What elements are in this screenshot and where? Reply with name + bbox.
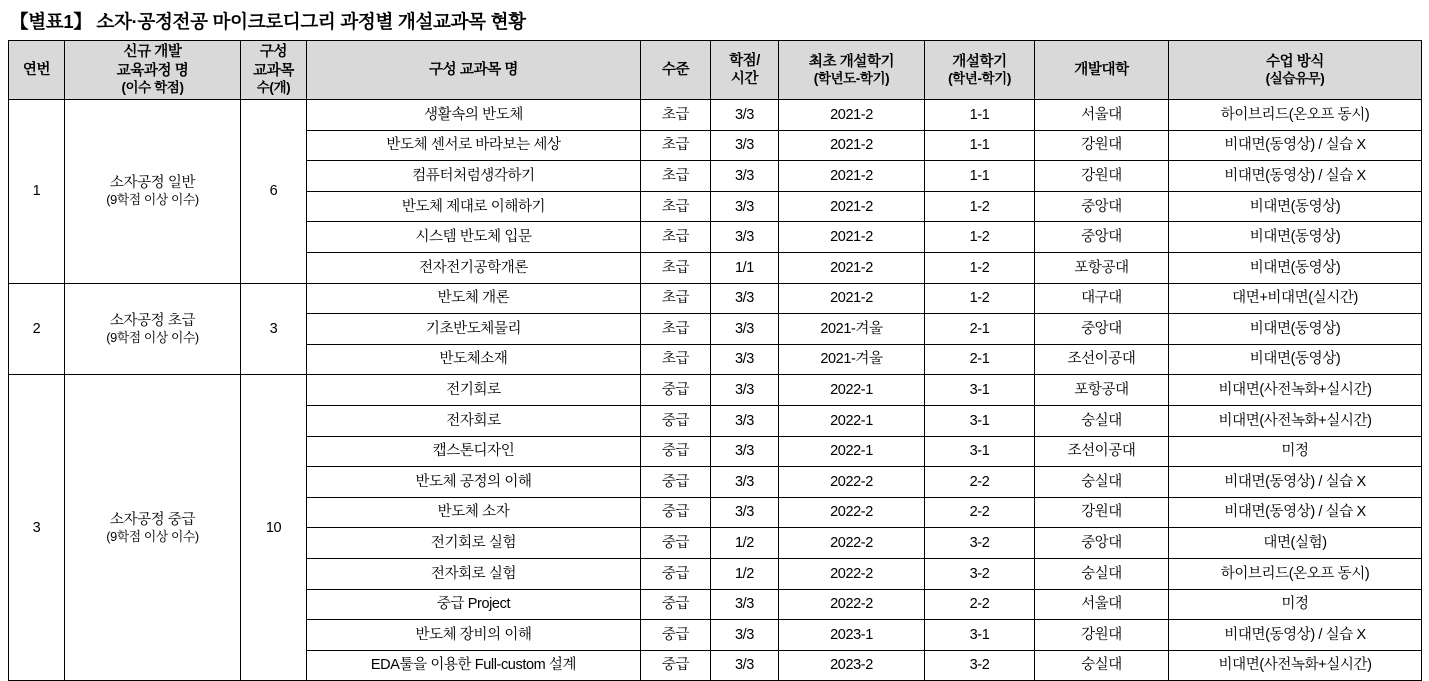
- cell-credit-hours: 3/3: [711, 222, 779, 253]
- cell-university: 중앙대: [1035, 191, 1169, 222]
- cell-university: 중앙대: [1035, 314, 1169, 345]
- cell-first-semester: 2022-2: [779, 497, 925, 528]
- course-table: [8, 40, 1422, 681]
- cell-level: 중급: [641, 558, 711, 589]
- cell-level: 중급: [641, 589, 711, 620]
- cell-class-method: 비대면(동영상) / 실습 X: [1169, 467, 1422, 498]
- group-curriculum-name: [65, 283, 241, 375]
- group-subject-count: 6: [241, 100, 307, 284]
- cell-open-semester: 1-2: [925, 283, 1035, 314]
- cell-open-semester: 1-2: [925, 191, 1035, 222]
- cell-open-semester: 3-1: [925, 436, 1035, 467]
- cell-open-semester: 2-1: [925, 344, 1035, 375]
- cell-class-method: 비대면(동영상) / 실습 X: [1169, 130, 1422, 161]
- cell-level: 초급: [641, 100, 711, 131]
- cell-first-semester: 2021-2: [779, 191, 925, 222]
- cell-subject-name: 반도체 센서로 바라보는 세상: [307, 130, 641, 161]
- cell-first-semester: 2021-2: [779, 222, 925, 253]
- group-required-credits: (9학점 이상 이수): [106, 330, 199, 346]
- cell-university: 포항공대: [1035, 252, 1169, 283]
- cell-first-semester: 2022-2: [779, 558, 925, 589]
- cell-credit-hours: 3/3: [711, 375, 779, 406]
- cell-first-semester: 2021-2: [779, 100, 925, 131]
- group-number: 2: [9, 283, 65, 375]
- cell-university: 중앙대: [1035, 528, 1169, 559]
- cell-subject-name: 전기회로: [307, 375, 641, 406]
- cell-open-semester: 3-2: [925, 558, 1035, 589]
- cell-first-semester: 2022-1: [779, 436, 925, 467]
- cell-first-semester: 2021-겨울: [779, 344, 925, 375]
- cell-university: 서울대: [1035, 589, 1169, 620]
- cell-university: 강원대: [1035, 130, 1169, 161]
- cell-class-method: 미정: [1169, 436, 1422, 467]
- column-header-no: 연번: [9, 41, 65, 100]
- cell-credit-hours: 3/3: [711, 191, 779, 222]
- group-curriculum-label: 소자공정 중급: [109, 511, 196, 528]
- cell-university: 숭실대: [1035, 467, 1169, 498]
- cell-level: 초급: [641, 161, 711, 192]
- table-header-row: [9, 41, 1422, 100]
- cell-credit-hours: 3/3: [711, 436, 779, 467]
- cell-open-semester: 1-1: [925, 130, 1035, 161]
- cell-first-semester: 2022-2: [779, 589, 925, 620]
- cell-credit-hours: 3/3: [711, 405, 779, 436]
- column-header-subject-name: 구성 교과목 명: [307, 41, 641, 100]
- column-header-university: 개발대학: [1035, 41, 1169, 100]
- cell-class-method: 비대면(동영상): [1169, 314, 1422, 345]
- table-row: [9, 100, 1422, 131]
- cell-subject-name: EDA툴을 이용한 Full-custom 설계: [307, 650, 641, 681]
- group-required-credits: (9학점 이상 이수): [106, 528, 199, 544]
- cell-first-semester: 2022-1: [779, 375, 925, 406]
- cell-class-method: 하이브리드(온오프 동시): [1169, 100, 1422, 131]
- cell-subject-name: 반도체소재: [307, 344, 641, 375]
- cell-credit-hours: 3/3: [711, 467, 779, 498]
- cell-subject-name: 반도체 개론: [307, 283, 641, 314]
- cell-class-method: 미정: [1169, 589, 1422, 620]
- cell-level: 초급: [641, 191, 711, 222]
- cell-first-semester: 2022-2: [779, 467, 925, 498]
- cell-open-semester: 2-2: [925, 467, 1035, 498]
- cell-open-semester: 2-2: [925, 589, 1035, 620]
- cell-university: 강원대: [1035, 161, 1169, 192]
- cell-class-method: 대면+비대면(실시간): [1169, 283, 1422, 314]
- cell-first-semester: 2022-2: [779, 528, 925, 559]
- cell-open-semester: 3-2: [925, 650, 1035, 681]
- table-header: [9, 41, 1422, 100]
- cell-first-semester: 2022-1: [779, 405, 925, 436]
- cell-subject-name: 전자전기공학개론: [307, 252, 641, 283]
- cell-level: 중급: [641, 650, 711, 681]
- cell-subject-name: 전자회로 실험: [307, 558, 641, 589]
- cell-university: 숭실대: [1035, 650, 1169, 681]
- cell-open-semester: 3-2: [925, 528, 1035, 559]
- cell-credit-hours: 3/3: [711, 620, 779, 651]
- column-header-class-method: 수업 방식 (실습유무): [1169, 41, 1422, 100]
- cell-first-semester: 2021-겨울: [779, 314, 925, 345]
- group-curriculum-name: [65, 375, 241, 681]
- cell-subject-name: 반도체 장비의 이해: [307, 620, 641, 651]
- cell-class-method: 대면(실험): [1169, 528, 1422, 559]
- cell-open-semester: 1-1: [925, 100, 1035, 131]
- cell-open-semester: 2-1: [925, 314, 1035, 345]
- cell-open-semester: 1-2: [925, 252, 1035, 283]
- cell-subject-name: 컴퓨터처럼생각하기: [307, 161, 641, 192]
- cell-class-method: 비대면(동영상): [1169, 222, 1422, 253]
- cell-credit-hours: 3/3: [711, 100, 779, 131]
- cell-open-semester: 3-1: [925, 375, 1035, 406]
- cell-level: 중급: [641, 497, 711, 528]
- cell-subject-name: 중급 Project: [307, 589, 641, 620]
- cell-university: 강원대: [1035, 497, 1169, 528]
- cell-credit-hours: 3/3: [711, 650, 779, 681]
- cell-level: 초급: [641, 314, 711, 345]
- cell-level: 중급: [641, 436, 711, 467]
- cell-credit-hours: 3/3: [711, 497, 779, 528]
- cell-level: 중급: [641, 620, 711, 651]
- table-row: [9, 375, 1422, 406]
- cell-subject-name: 전자회로: [307, 405, 641, 436]
- column-header-subject-count: 구성 교과목 수(개): [241, 41, 307, 100]
- cell-subject-name: 반도체 제대로 이해하기: [307, 191, 641, 222]
- cell-subject-name: 반도체 공정의 이해: [307, 467, 641, 498]
- table-row: [9, 283, 1422, 314]
- cell-university: 숭실대: [1035, 558, 1169, 589]
- cell-university: 포항공대: [1035, 375, 1169, 406]
- cell-level: 중급: [641, 405, 711, 436]
- cell-subject-name: 반도체 소자: [307, 497, 641, 528]
- cell-credit-hours: 3/3: [711, 344, 779, 375]
- column-header-first-semester: 최초 개설학기 (학년도-학기): [779, 41, 925, 100]
- table-body: [9, 100, 1422, 681]
- column-header-open-semester: 개설학기 (학년-학기): [925, 41, 1035, 100]
- group-required-credits: (9학점 이상 이수): [106, 192, 199, 208]
- column-header-curriculum-name: 신규 개발 교육과정 명 (이수 학점): [65, 41, 241, 100]
- cell-first-semester: 2021-2: [779, 252, 925, 283]
- cell-university: 조선이공대: [1035, 344, 1169, 375]
- page-title: 【별표1】 소자·공정전공 마이크로디그리 과정별 개설교과목 현황: [10, 11, 526, 32]
- cell-credit-hours: 1/2: [711, 558, 779, 589]
- cell-credit-hours: 3/3: [711, 314, 779, 345]
- cell-credit-hours: 1/2: [711, 528, 779, 559]
- cell-university: 대구대: [1035, 283, 1169, 314]
- cell-class-method: 비대면(동영상): [1169, 252, 1422, 283]
- cell-level: 중급: [641, 528, 711, 559]
- cell-university: 서울대: [1035, 100, 1169, 131]
- cell-class-method: 비대면(사전녹화+실시간): [1169, 405, 1422, 436]
- cell-open-semester: 3-1: [925, 620, 1035, 651]
- cell-first-semester: 2021-2: [779, 283, 925, 314]
- cell-credit-hours: 3/3: [711, 130, 779, 161]
- cell-credit-hours: 3/3: [711, 283, 779, 314]
- group-number: 3: [9, 375, 65, 681]
- cell-level: 초급: [641, 130, 711, 161]
- cell-class-method: 비대면(동영상): [1169, 191, 1422, 222]
- cell-open-semester: 1-2: [925, 222, 1035, 253]
- cell-first-semester: 2023-2: [779, 650, 925, 681]
- cell-credit-hours: 3/3: [711, 589, 779, 620]
- group-curriculum-name: [65, 100, 241, 284]
- cell-subject-name: 캡스톤디자인: [307, 436, 641, 467]
- cell-university: 조선이공대: [1035, 436, 1169, 467]
- cell-open-semester: 3-1: [925, 405, 1035, 436]
- cell-first-semester: 2023-1: [779, 620, 925, 651]
- cell-first-semester: 2021-2: [779, 130, 925, 161]
- cell-class-method: 하이브리드(온오프 동시): [1169, 558, 1422, 589]
- cell-university: 중앙대: [1035, 222, 1169, 253]
- cell-class-method: 비대면(동영상) / 실습 X: [1169, 497, 1422, 528]
- cell-university: 숭실대: [1035, 405, 1169, 436]
- cell-subject-name: 생활속의 반도체: [307, 100, 641, 131]
- cell-open-semester: 1-1: [925, 161, 1035, 192]
- cell-class-method: 비대면(동영상) / 실습 X: [1169, 161, 1422, 192]
- cell-class-method: 비대면(사전녹화+실시간): [1169, 375, 1422, 406]
- cell-credit-hours: 3/3: [711, 161, 779, 192]
- column-header-credit-hours: 학점/ 시간: [711, 41, 779, 100]
- cell-open-semester: 2-2: [925, 497, 1035, 528]
- group-curriculum-label: 소자공정 일반: [109, 175, 196, 192]
- cell-university: 강원대: [1035, 620, 1169, 651]
- cell-subject-name: 전기회로 실험: [307, 528, 641, 559]
- cell-class-method: 비대면(사전녹화+실시간): [1169, 650, 1422, 681]
- cell-level: 초급: [641, 283, 711, 314]
- cell-level: 중급: [641, 375, 711, 406]
- cell-subject-name: 기초반도체물리: [307, 314, 641, 345]
- cell-subject-name: 시스템 반도체 입문: [307, 222, 641, 253]
- cell-first-semester: 2021-2: [779, 161, 925, 192]
- cell-level: 초급: [641, 222, 711, 253]
- cell-class-method: 비대면(동영상) / 실습 X: [1169, 620, 1422, 651]
- group-subject-count: 3: [241, 283, 307, 375]
- group-curriculum-label: 소자공정 초급: [109, 312, 196, 329]
- cell-level: 초급: [641, 252, 711, 283]
- group-number: 1: [9, 100, 65, 284]
- group-subject-count: 10: [241, 375, 307, 681]
- cell-class-method: 비대면(동영상): [1169, 344, 1422, 375]
- cell-level: 초급: [641, 344, 711, 375]
- cell-level: 중급: [641, 467, 711, 498]
- cell-credit-hours: 1/1: [711, 252, 779, 283]
- column-header-level: 수준: [641, 41, 711, 100]
